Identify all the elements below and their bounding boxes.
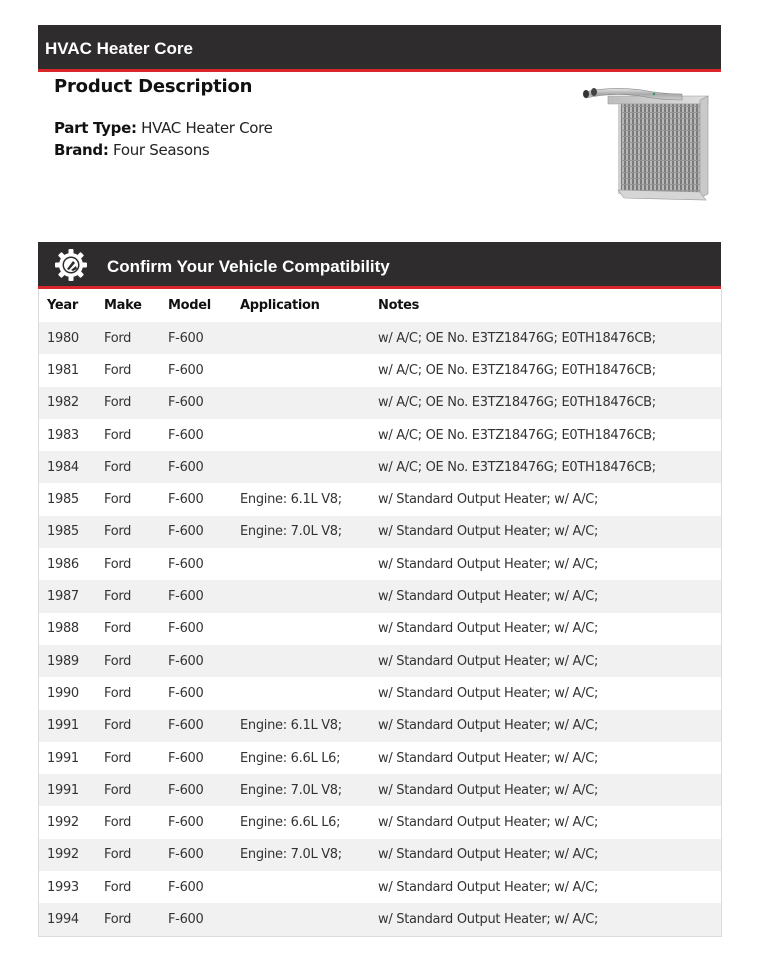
cell-model: F-600	[168, 459, 204, 475]
cell-application: Engine: 7.0L V8;	[240, 524, 342, 540]
cell-application	[240, 903, 378, 935]
product-description-heading: Product Description	[54, 76, 253, 97]
cell-model: F-600	[168, 685, 204, 701]
spec-value: Four Seasons	[113, 141, 210, 159]
cell-make: Ford	[104, 911, 132, 927]
cell-model: F-600	[168, 362, 204, 378]
cell-notes: w/ Standard Output Heater; w/ A/C;	[378, 847, 599, 863]
table-row	[39, 871, 721, 903]
cell-make: Ford	[104, 362, 132, 378]
cell-notes: w/ A/C; OE No. E3TZ18476G; E0TH18476CB;	[378, 395, 656, 411]
cell-notes: w/ Standard Output Heater; w/ A/C;	[378, 911, 599, 927]
cell-model: F-600	[168, 815, 204, 831]
cell-notes: w/ Standard Output Heater; w/ A/C;	[378, 815, 599, 831]
spec-brand	[54, 141, 209, 159]
table-row	[39, 677, 721, 709]
cell-notes: w/ Standard Output Heater; w/ A/C;	[378, 685, 599, 701]
table-row	[39, 387, 721, 419]
cell-model: F-600	[168, 330, 204, 346]
cell-model: F-600	[168, 492, 204, 508]
cell-model: F-600	[168, 879, 204, 895]
cell-application	[240, 580, 378, 612]
compatibility-table	[39, 289, 721, 936]
cell-application: Engine: 6.1L V8;	[240, 492, 342, 508]
table-row	[39, 516, 721, 548]
table-row	[39, 451, 721, 483]
cell-model: F-600	[168, 782, 204, 798]
cell-model: F-600	[168, 524, 204, 540]
cell-notes: w/ Standard Output Heater; w/ A/C;	[378, 879, 599, 895]
cell-make: Ford	[104, 459, 132, 475]
cell-make: Ford	[104, 750, 132, 766]
cell-notes: w/ Standard Output Heater; w/ A/C;	[378, 589, 599, 605]
cell-application: Engine: 7.0L V8;	[240, 847, 342, 863]
cell-notes: w/ A/C; OE No. E3TZ18476G; E0TH18476CB;	[378, 427, 656, 443]
cell-year: 1992	[47, 815, 79, 831]
cell-make: Ford	[104, 395, 132, 411]
cell-year: 1991	[47, 782, 79, 798]
cell-application: Engine: 6.6L L6;	[240, 750, 341, 766]
cell-model: F-600	[168, 911, 204, 927]
cell-notes: w/ Standard Output Heater; w/ A/C;	[378, 718, 599, 734]
column-header-make: Make	[104, 289, 168, 322]
cell-application: Engine: 6.6L L6;	[240, 815, 341, 831]
cell-year: 1986	[47, 556, 79, 572]
cell-application: Engine: 6.1L V8;	[240, 718, 342, 734]
compatibility-header-bar	[38, 242, 721, 289]
table-row	[39, 548, 721, 580]
product-title-bar	[38, 25, 721, 72]
product-title: HVAC Heater Core	[45, 39, 194, 58]
cell-model: F-600	[168, 653, 204, 669]
cell-application	[240, 677, 378, 709]
cell-application	[240, 354, 378, 386]
cell-application	[240, 322, 378, 354]
cell-notes: w/ Standard Output Heater; w/ A/C;	[378, 750, 599, 766]
cell-make: Ford	[104, 556, 132, 572]
cell-application: Engine: 7.0L V8;	[240, 782, 342, 798]
table-row	[39, 839, 721, 871]
table-row	[39, 354, 721, 386]
cell-model: F-600	[168, 621, 204, 637]
cell-notes: w/ Standard Output Heater; w/ A/C;	[378, 492, 599, 508]
cell-model: F-600	[168, 718, 204, 734]
cell-make: Ford	[104, 524, 132, 540]
spec-part-type	[54, 119, 273, 137]
cell-application	[240, 419, 378, 451]
cell-application	[240, 548, 378, 580]
cell-application	[240, 645, 378, 677]
cell-make: Ford	[104, 427, 132, 443]
column-header-year: Year	[39, 289, 104, 322]
table-row	[39, 483, 721, 515]
compatibility-table-body	[39, 322, 721, 936]
cell-make: Ford	[104, 879, 132, 895]
cell-notes: w/ Standard Output Heater; w/ A/C;	[378, 782, 599, 798]
cell-make: Ford	[104, 685, 132, 701]
spec-label: Part Type:	[54, 119, 137, 137]
cell-model: F-600	[168, 750, 204, 766]
cell-notes: w/ Standard Output Heater; w/ A/C;	[378, 524, 599, 540]
cell-year: 1985	[47, 524, 79, 540]
cell-year: 1990	[47, 685, 79, 701]
cell-notes: w/ A/C; OE No. E3TZ18476G; E0TH18476CB;	[378, 362, 656, 378]
cell-notes: w/ Standard Output Heater; w/ A/C;	[378, 653, 599, 669]
cell-make: Ford	[104, 621, 132, 637]
table-row	[39, 580, 721, 612]
table-row	[39, 806, 721, 838]
table-header-row	[39, 289, 721, 322]
table-row	[39, 903, 721, 935]
column-header-notes: Notes	[378, 289, 721, 322]
table-row	[39, 322, 721, 354]
cell-model: F-600	[168, 395, 204, 411]
gear-wrench-icon	[54, 248, 88, 282]
cell-make: Ford	[104, 847, 132, 863]
table-row	[39, 742, 721, 774]
spec-label: Brand:	[54, 141, 109, 159]
cell-year: 1985	[47, 492, 79, 508]
cell-make: Ford	[104, 589, 132, 605]
cell-make: Ford	[104, 653, 132, 669]
table-row	[39, 774, 721, 806]
cell-model: F-600	[168, 556, 204, 572]
cell-year: 1983	[47, 427, 79, 443]
cell-year: 1981	[47, 362, 79, 378]
cell-model: F-600	[168, 847, 204, 863]
cell-model: F-600	[168, 427, 204, 443]
cell-year: 1984	[47, 459, 79, 475]
compatibility-title: Confirm Your Vehicle Compatibility	[107, 257, 390, 276]
cell-model: F-600	[168, 589, 204, 605]
cell-make: Ford	[104, 330, 132, 346]
cell-year: 1980	[47, 330, 79, 346]
cell-notes: w/ Standard Output Heater; w/ A/C;	[378, 556, 599, 572]
cell-year: 1992	[47, 847, 79, 863]
cell-year: 1994	[47, 911, 79, 927]
table-row	[39, 419, 721, 451]
cell-year: 1993	[47, 879, 79, 895]
table-row	[39, 613, 721, 645]
cell-notes: w/ A/C; OE No. E3TZ18476G; E0TH18476CB;	[378, 330, 656, 346]
table-row	[39, 645, 721, 677]
cell-year: 1982	[47, 395, 79, 411]
cell-notes: w/ A/C; OE No. E3TZ18476G; E0TH18476CB;	[378, 459, 656, 475]
cell-make: Ford	[104, 815, 132, 831]
cell-application	[240, 387, 378, 419]
cell-notes: w/ Standard Output Heater; w/ A/C;	[378, 621, 599, 637]
cell-year: 1987	[47, 589, 79, 605]
cell-make: Ford	[104, 782, 132, 798]
spec-value: HVAC Heater Core	[141, 119, 273, 137]
column-header-application: Application	[240, 289, 378, 322]
cell-application	[240, 871, 378, 903]
heater-core-icon	[582, 82, 712, 204]
cell-year: 1991	[47, 718, 79, 734]
table-row	[39, 710, 721, 742]
cell-make: Ford	[104, 718, 132, 734]
column-header-model: Model	[168, 289, 240, 322]
cell-year: 1991	[47, 750, 79, 766]
compatibility-table-container	[38, 289, 722, 937]
cell-year: 1988	[47, 621, 79, 637]
heater-core-image	[582, 82, 712, 204]
cell-make: Ford	[104, 492, 132, 508]
cell-application	[240, 613, 378, 645]
cell-application	[240, 451, 378, 483]
cell-year: 1989	[47, 653, 79, 669]
